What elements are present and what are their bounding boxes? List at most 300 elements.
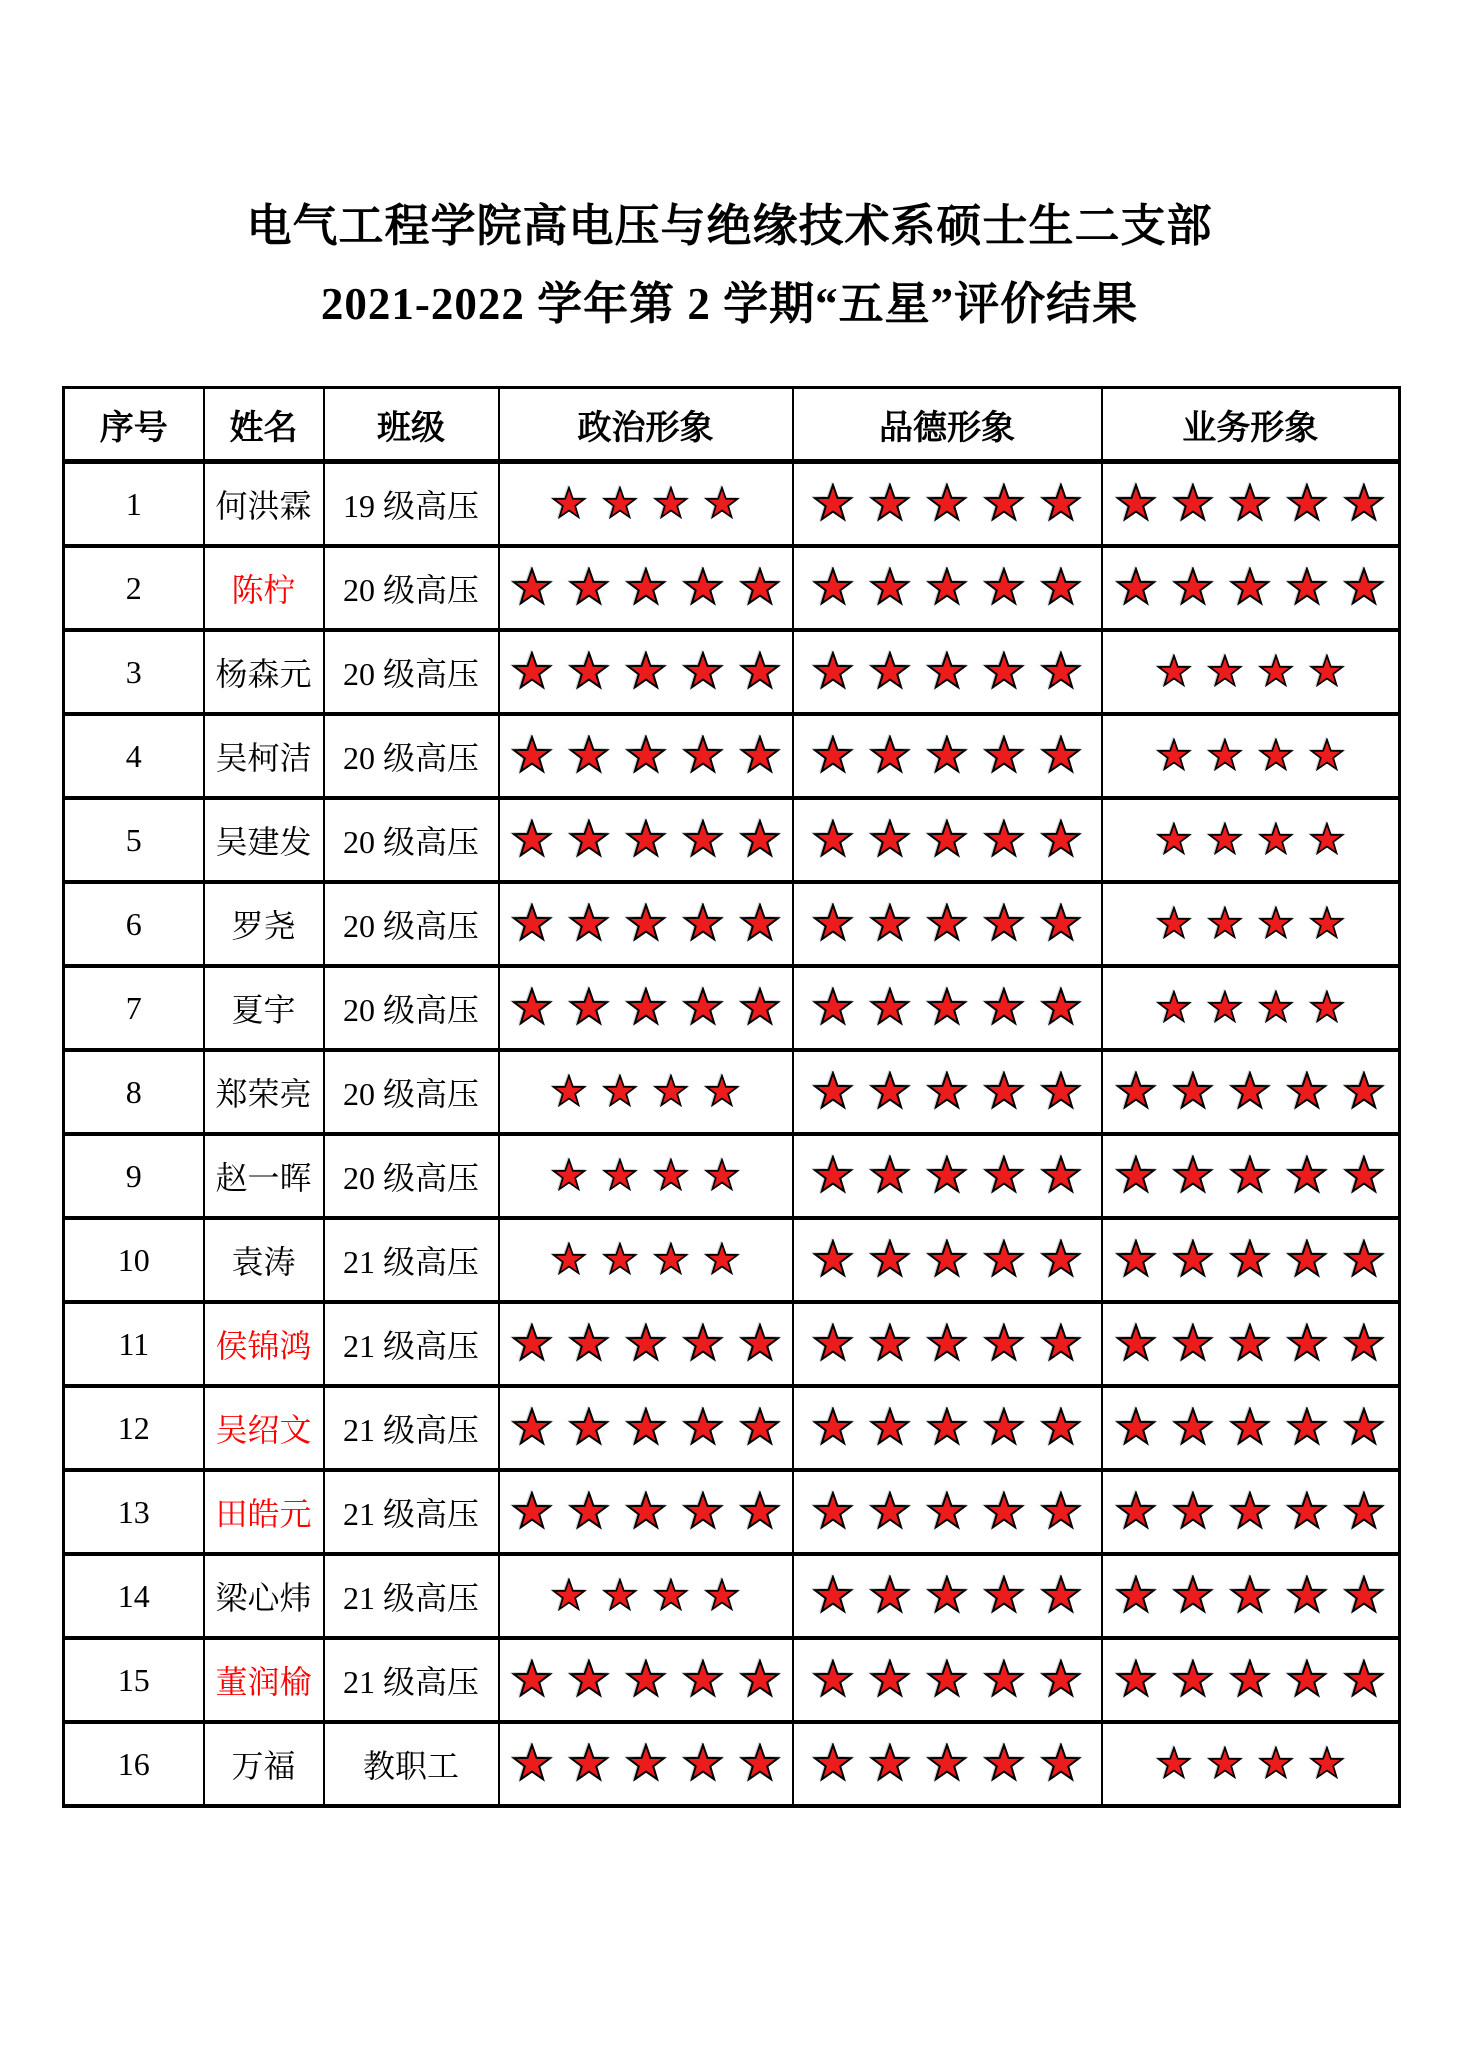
star-icon xyxy=(926,1407,968,1449)
star-icon xyxy=(983,903,1025,945)
star-icon xyxy=(568,903,610,945)
star-icon xyxy=(739,987,781,1029)
star-icon xyxy=(1040,1491,1082,1533)
star-icon xyxy=(1040,1323,1082,1365)
star-icon xyxy=(739,1659,781,1701)
star-rating xyxy=(794,567,1101,609)
star-rating xyxy=(500,903,792,945)
star-icon xyxy=(869,903,911,945)
star-icon xyxy=(1343,1239,1385,1281)
star-icon xyxy=(926,987,968,1029)
star-icon xyxy=(869,1743,911,1785)
star-icon xyxy=(739,567,781,609)
star-icon xyxy=(1229,483,1271,525)
row-index: 16 xyxy=(64,1722,204,1806)
star-icon xyxy=(1040,483,1082,525)
student-name: 吴绍文 xyxy=(204,1386,324,1470)
star-icon xyxy=(653,1158,689,1194)
star-rating xyxy=(1103,1407,1399,1449)
star-icon xyxy=(812,1491,854,1533)
star-icon xyxy=(1343,567,1385,609)
star-rating xyxy=(1103,1746,1399,1782)
star-icon xyxy=(1207,1746,1243,1782)
student-name: 杨森元 xyxy=(204,630,324,714)
star-icon xyxy=(704,1242,740,1278)
student-name: 田皓元 xyxy=(204,1470,324,1554)
star-icon xyxy=(926,1155,968,1197)
student-name: 吴柯洁 xyxy=(204,714,324,798)
star-icon xyxy=(1172,1323,1214,1365)
star-icon xyxy=(812,1407,854,1449)
star-icon xyxy=(1229,1155,1271,1197)
star-icon xyxy=(983,987,1025,1029)
table-body xyxy=(64,462,1400,1807)
star-icon xyxy=(1258,906,1294,942)
star-icon xyxy=(1115,567,1157,609)
table-row xyxy=(64,1050,1400,1134)
student-name: 何洪霖 xyxy=(204,462,324,547)
class-label: 21 级高压 xyxy=(324,1554,499,1638)
star-icon xyxy=(1156,654,1192,690)
star-icon xyxy=(1040,903,1082,945)
star-icon xyxy=(1115,1491,1157,1533)
professional-stars-cell xyxy=(1102,1134,1400,1218)
star-icon xyxy=(1207,654,1243,690)
star-rating xyxy=(1103,990,1399,1026)
table-row xyxy=(64,714,1400,798)
star-icon xyxy=(739,1323,781,1365)
star-icon xyxy=(1156,738,1192,774)
student-name: 陈柠 xyxy=(204,546,324,630)
star-icon xyxy=(568,1323,610,1365)
star-icon xyxy=(1343,483,1385,525)
row-index: 11 xyxy=(64,1302,204,1386)
star-icon xyxy=(1040,1743,1082,1785)
star-icon xyxy=(1207,990,1243,1026)
star-icon xyxy=(926,735,968,777)
class-label: 21 级高压 xyxy=(324,1638,499,1722)
star-rating xyxy=(500,1323,792,1365)
star-rating xyxy=(794,1491,1101,1533)
star-icon xyxy=(983,1407,1025,1449)
star-icon xyxy=(1040,1407,1082,1449)
political-stars-cell xyxy=(499,1638,793,1722)
class-label: 20 级高压 xyxy=(324,714,499,798)
star-icon xyxy=(568,567,610,609)
star-icon xyxy=(1172,1071,1214,1113)
star-icon xyxy=(1156,906,1192,942)
star-icon xyxy=(511,987,553,1029)
star-icon xyxy=(739,903,781,945)
professional-stars-cell xyxy=(1102,1218,1400,1302)
star-rating xyxy=(500,1578,792,1614)
table-header-row xyxy=(64,388,1400,462)
star-icon xyxy=(1258,1746,1294,1782)
star-icon xyxy=(869,1407,911,1449)
star-icon xyxy=(812,1239,854,1281)
star-icon xyxy=(568,651,610,693)
star-icon xyxy=(1229,1239,1271,1281)
star-icon xyxy=(1115,1239,1157,1281)
star-icon xyxy=(869,567,911,609)
star-rating xyxy=(500,819,792,861)
star-icon xyxy=(625,819,667,861)
class-label: 20 级高压 xyxy=(324,1050,499,1134)
star-icon xyxy=(625,651,667,693)
star-icon xyxy=(926,1743,968,1785)
star-icon xyxy=(1343,1155,1385,1197)
star-icon xyxy=(926,483,968,525)
star-icon xyxy=(983,819,1025,861)
table-row xyxy=(64,798,1400,882)
star-icon xyxy=(1229,1323,1271,1365)
star-rating xyxy=(1103,1155,1399,1197)
row-index: 7 xyxy=(64,966,204,1050)
star-rating xyxy=(794,735,1101,777)
moral-stars-cell xyxy=(793,714,1102,798)
star-rating xyxy=(794,483,1101,525)
star-icon xyxy=(1172,1491,1214,1533)
star-icon xyxy=(704,1578,740,1614)
star-icon xyxy=(983,483,1025,525)
star-icon xyxy=(1286,1323,1328,1365)
star-icon xyxy=(682,819,724,861)
star-icon xyxy=(653,1242,689,1278)
five-star-rating-table xyxy=(62,386,1401,1808)
star-icon xyxy=(869,1071,911,1113)
star-icon xyxy=(1229,1575,1271,1617)
star-icon xyxy=(1286,1575,1328,1617)
star-icon xyxy=(625,1407,667,1449)
star-rating xyxy=(500,1659,792,1701)
star-icon xyxy=(1229,1071,1271,1113)
col-header-political: 政治形象 xyxy=(499,388,793,462)
star-rating xyxy=(500,735,792,777)
star-icon xyxy=(1040,987,1082,1029)
star-icon xyxy=(1286,1659,1328,1701)
political-stars-cell xyxy=(499,1218,793,1302)
moral-stars-cell xyxy=(793,630,1102,714)
table-row xyxy=(64,1470,1400,1554)
row-index: 13 xyxy=(64,1470,204,1554)
star-rating xyxy=(1103,1491,1399,1533)
star-icon xyxy=(1172,1155,1214,1197)
star-icon xyxy=(983,651,1025,693)
star-icon xyxy=(625,1491,667,1533)
star-icon xyxy=(1207,906,1243,942)
political-stars-cell xyxy=(499,714,793,798)
star-icon xyxy=(1286,1155,1328,1197)
star-icon xyxy=(1040,1155,1082,1197)
star-icon xyxy=(812,1323,854,1365)
star-icon xyxy=(983,1491,1025,1533)
moral-stars-cell xyxy=(793,798,1102,882)
star-icon xyxy=(625,987,667,1029)
star-icon xyxy=(1309,822,1345,858)
star-rating xyxy=(1103,822,1399,858)
star-icon xyxy=(1040,1659,1082,1701)
star-rating xyxy=(1103,483,1399,525)
star-icon xyxy=(682,651,724,693)
star-icon xyxy=(926,1659,968,1701)
star-icon xyxy=(812,1575,854,1617)
star-icon xyxy=(869,1659,911,1701)
star-icon xyxy=(926,1323,968,1365)
star-icon xyxy=(869,735,911,777)
moral-stars-cell xyxy=(793,1302,1102,1386)
col-header-moral: 品德形象 xyxy=(793,388,1102,462)
professional-stars-cell xyxy=(1102,1638,1400,1722)
star-icon xyxy=(983,735,1025,777)
star-icon xyxy=(869,1239,911,1281)
star-icon xyxy=(869,1323,911,1365)
political-stars-cell xyxy=(499,882,793,966)
star-rating xyxy=(500,1743,792,1785)
star-icon xyxy=(511,903,553,945)
star-icon xyxy=(983,1071,1025,1113)
star-icon xyxy=(1172,1239,1214,1281)
star-rating xyxy=(794,1071,1101,1113)
star-icon xyxy=(551,1578,587,1614)
star-icon xyxy=(926,1071,968,1113)
star-icon xyxy=(812,1743,854,1785)
star-icon xyxy=(1258,654,1294,690)
star-rating xyxy=(794,1659,1101,1701)
star-icon xyxy=(926,903,968,945)
moral-stars-cell xyxy=(793,546,1102,630)
political-stars-cell xyxy=(499,966,793,1050)
star-icon xyxy=(551,1158,587,1194)
professional-stars-cell xyxy=(1102,546,1400,630)
moral-stars-cell xyxy=(793,966,1102,1050)
professional-stars-cell xyxy=(1102,1470,1400,1554)
star-icon xyxy=(1040,735,1082,777)
student-name: 袁涛 xyxy=(204,1218,324,1302)
star-icon xyxy=(1156,1746,1192,1782)
star-icon xyxy=(1343,1071,1385,1113)
moral-stars-cell xyxy=(793,1554,1102,1638)
star-icon xyxy=(1115,1659,1157,1701)
star-icon xyxy=(511,1407,553,1449)
star-rating xyxy=(794,819,1101,861)
star-icon xyxy=(602,1074,638,1110)
star-icon xyxy=(1040,1575,1082,1617)
star-rating xyxy=(1103,1071,1399,1113)
star-icon xyxy=(812,483,854,525)
star-icon xyxy=(739,1491,781,1533)
star-icon xyxy=(1258,990,1294,1026)
professional-stars-cell xyxy=(1102,966,1400,1050)
moral-stars-cell xyxy=(793,1134,1102,1218)
star-icon xyxy=(812,651,854,693)
moral-stars-cell xyxy=(793,1638,1102,1722)
star-icon xyxy=(682,735,724,777)
star-icon xyxy=(812,567,854,609)
star-icon xyxy=(511,1491,553,1533)
student-name: 万福 xyxy=(204,1722,324,1806)
political-stars-cell xyxy=(499,1554,793,1638)
star-rating xyxy=(1103,1239,1399,1281)
star-icon xyxy=(1343,1491,1385,1533)
star-icon xyxy=(1343,1575,1385,1617)
star-icon xyxy=(1286,1239,1328,1281)
row-index: 4 xyxy=(64,714,204,798)
star-icon xyxy=(1040,819,1082,861)
star-icon xyxy=(983,1743,1025,1785)
row-index: 9 xyxy=(64,1134,204,1218)
star-icon xyxy=(739,1407,781,1449)
star-icon xyxy=(869,651,911,693)
star-icon xyxy=(812,903,854,945)
moral-stars-cell xyxy=(793,1722,1102,1806)
star-rating xyxy=(794,987,1101,1029)
star-icon xyxy=(1207,822,1243,858)
star-icon xyxy=(1309,738,1345,774)
star-icon xyxy=(682,1407,724,1449)
star-icon xyxy=(568,1407,610,1449)
political-stars-cell xyxy=(499,1722,793,1806)
moral-stars-cell xyxy=(793,1386,1102,1470)
document-title-line1: 电气工程学院高电压与绝缘技术系硕士生二支部 xyxy=(246,201,1213,251)
student-name: 吴建发 xyxy=(204,798,324,882)
star-icon xyxy=(511,735,553,777)
star-icon xyxy=(511,567,553,609)
star-icon xyxy=(568,1743,610,1785)
student-name: 罗尧 xyxy=(204,882,324,966)
class-label: 21 级高压 xyxy=(324,1218,499,1302)
table-row xyxy=(64,882,1400,966)
star-rating xyxy=(500,1158,792,1194)
star-rating xyxy=(500,567,792,609)
professional-stars-cell xyxy=(1102,1722,1400,1806)
professional-stars-cell xyxy=(1102,798,1400,882)
star-icon xyxy=(983,1575,1025,1617)
star-icon xyxy=(625,903,667,945)
star-icon xyxy=(1115,1575,1157,1617)
star-icon xyxy=(653,1074,689,1110)
star-icon xyxy=(602,1578,638,1614)
star-icon xyxy=(926,819,968,861)
star-icon xyxy=(983,1659,1025,1701)
star-icon xyxy=(983,1239,1025,1281)
class-label: 20 级高压 xyxy=(324,546,499,630)
star-icon xyxy=(511,1743,553,1785)
star-icon xyxy=(511,651,553,693)
star-icon xyxy=(983,1323,1025,1365)
political-stars-cell xyxy=(499,1134,793,1218)
star-icon xyxy=(1040,1239,1082,1281)
political-stars-cell xyxy=(499,1470,793,1554)
moral-stars-cell xyxy=(793,882,1102,966)
star-rating xyxy=(1103,738,1399,774)
star-icon xyxy=(568,987,610,1029)
student-name: 赵一晖 xyxy=(204,1134,324,1218)
student-name: 侯锦鸿 xyxy=(204,1302,324,1386)
class-label: 20 级高压 xyxy=(324,966,499,1050)
moral-stars-cell xyxy=(793,1218,1102,1302)
political-stars-cell xyxy=(499,1386,793,1470)
political-stars-cell xyxy=(499,1302,793,1386)
star-icon xyxy=(568,1491,610,1533)
star-icon xyxy=(511,819,553,861)
star-icon xyxy=(869,819,911,861)
star-rating xyxy=(1103,567,1399,609)
class-label: 教职工 xyxy=(324,1722,499,1806)
star-icon xyxy=(682,1659,724,1701)
star-icon xyxy=(926,1491,968,1533)
student-name: 郑荣亮 xyxy=(204,1050,324,1134)
star-icon xyxy=(1309,906,1345,942)
star-icon xyxy=(602,1242,638,1278)
star-icon xyxy=(1172,1659,1214,1701)
political-stars-cell xyxy=(499,546,793,630)
table-row xyxy=(64,630,1400,714)
star-rating xyxy=(500,987,792,1029)
class-label: 20 级高压 xyxy=(324,630,499,714)
star-icon xyxy=(983,567,1025,609)
star-icon xyxy=(869,1155,911,1197)
star-icon xyxy=(1115,1323,1157,1365)
star-icon xyxy=(739,819,781,861)
star-icon xyxy=(568,735,610,777)
table-row xyxy=(64,1554,1400,1638)
star-icon xyxy=(869,1575,911,1617)
star-icon xyxy=(1040,1071,1082,1113)
star-icon xyxy=(1156,990,1192,1026)
star-rating xyxy=(794,651,1101,693)
star-icon xyxy=(1258,822,1294,858)
star-rating xyxy=(1103,1575,1399,1617)
row-index: 12 xyxy=(64,1386,204,1470)
row-index: 15 xyxy=(64,1638,204,1722)
star-rating xyxy=(794,1743,1101,1785)
star-rating xyxy=(1103,906,1399,942)
star-icon xyxy=(983,1155,1025,1197)
star-icon xyxy=(1286,1407,1328,1449)
professional-stars-cell xyxy=(1102,1554,1400,1638)
star-icon xyxy=(1286,1491,1328,1533)
star-icon xyxy=(1343,1659,1385,1701)
star-icon xyxy=(511,1323,553,1365)
star-icon xyxy=(704,1074,740,1110)
star-rating xyxy=(500,1074,792,1110)
table-row xyxy=(64,1386,1400,1470)
row-index: 14 xyxy=(64,1554,204,1638)
row-index: 6 xyxy=(64,882,204,966)
table-row xyxy=(64,1218,1400,1302)
star-rating xyxy=(794,1239,1101,1281)
row-index: 10 xyxy=(64,1218,204,1302)
star-icon xyxy=(926,1575,968,1617)
star-icon xyxy=(1172,567,1214,609)
star-icon xyxy=(568,1659,610,1701)
star-icon xyxy=(1286,1071,1328,1113)
row-index: 2 xyxy=(64,546,204,630)
star-icon xyxy=(511,1659,553,1701)
professional-stars-cell xyxy=(1102,1386,1400,1470)
star-icon xyxy=(812,987,854,1029)
star-icon xyxy=(625,735,667,777)
star-icon xyxy=(1229,1407,1271,1449)
professional-stars-cell xyxy=(1102,714,1400,798)
political-stars-cell xyxy=(499,1050,793,1134)
class-label: 20 级高压 xyxy=(324,882,499,966)
star-icon xyxy=(1309,1746,1345,1782)
star-icon xyxy=(812,735,854,777)
star-icon xyxy=(653,486,689,522)
star-icon xyxy=(682,1323,724,1365)
class-label: 21 级高压 xyxy=(324,1470,499,1554)
